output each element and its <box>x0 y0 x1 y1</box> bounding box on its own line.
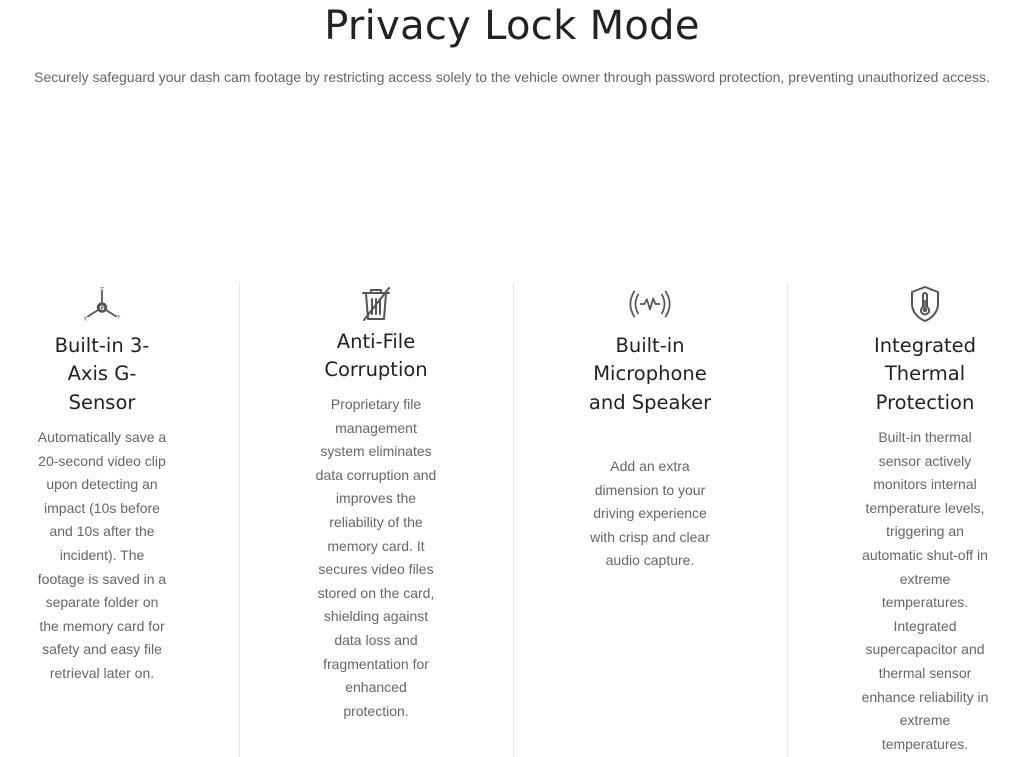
feature-title: Built-in 3-Axis G-Sensor <box>54 334 150 414</box>
feature-description: Automatically save a 20-second video clip upon detecting an impact (10s before and 10s after the incident). The footage is saved in a separate folder on the memory card for safety and easy file retrieval later on. <box>37 429 167 681</box>
feature-title: Built-in Microphone and Speaker <box>588 334 712 414</box>
feature-mic-speaker <box>582 282 718 757</box>
thermometer-shield-svg <box>908 284 942 324</box>
column-divider <box>239 282 240 757</box>
feature-description: Add an extra dimension to your driving experience with crisp and clear audio capture. <box>590 458 710 569</box>
no-trash-icon <box>354 282 398 326</box>
feature-g-sensor <box>30 282 174 757</box>
sound-wave-svg <box>628 284 672 324</box>
feature-title: Anti-File Corruption <box>324 330 428 382</box>
x-label: X <box>83 316 88 323</box>
g-label: G <box>99 305 105 313</box>
page-subtitle: Securely safeguard your dash cam footage by restricting access solely to the vehicle owner through password protection, preventing unauthorized access. <box>34 69 990 85</box>
column-divider <box>787 282 788 757</box>
feature-title: Integrated Thermal Protection <box>873 334 977 414</box>
no-trash-svg <box>359 285 393 323</box>
feature-description: Built-in thermal sensor actively monitors internal temperature levels, triggering an automatic shut-off in extreme temperatures. Integrated supercapacitor and thermal sensor enhance reliability in extreme temperatures. <box>861 429 989 752</box>
features-section <box>0 282 1024 757</box>
feature-description: Proprietary file management system eliminates data corruption and improves the reliability of the memory card. It secures video files stored on the card, shielding against data loss and fragmentation for enhanced protection. <box>315 396 437 719</box>
g-sensor-svg <box>80 284 124 324</box>
column-divider <box>513 282 514 757</box>
y-label: Y <box>117 314 121 321</box>
sound-wave-icon <box>628 282 672 326</box>
feature-anti-corruption <box>306 282 446 757</box>
thermometer-shield-icon <box>903 282 947 326</box>
page-title: Privacy Lock Mode <box>324 3 700 49</box>
feature-thermal <box>855 282 995 757</box>
g-sensor-axis-icon <box>80 282 124 326</box>
z-label: Z <box>100 286 104 293</box>
